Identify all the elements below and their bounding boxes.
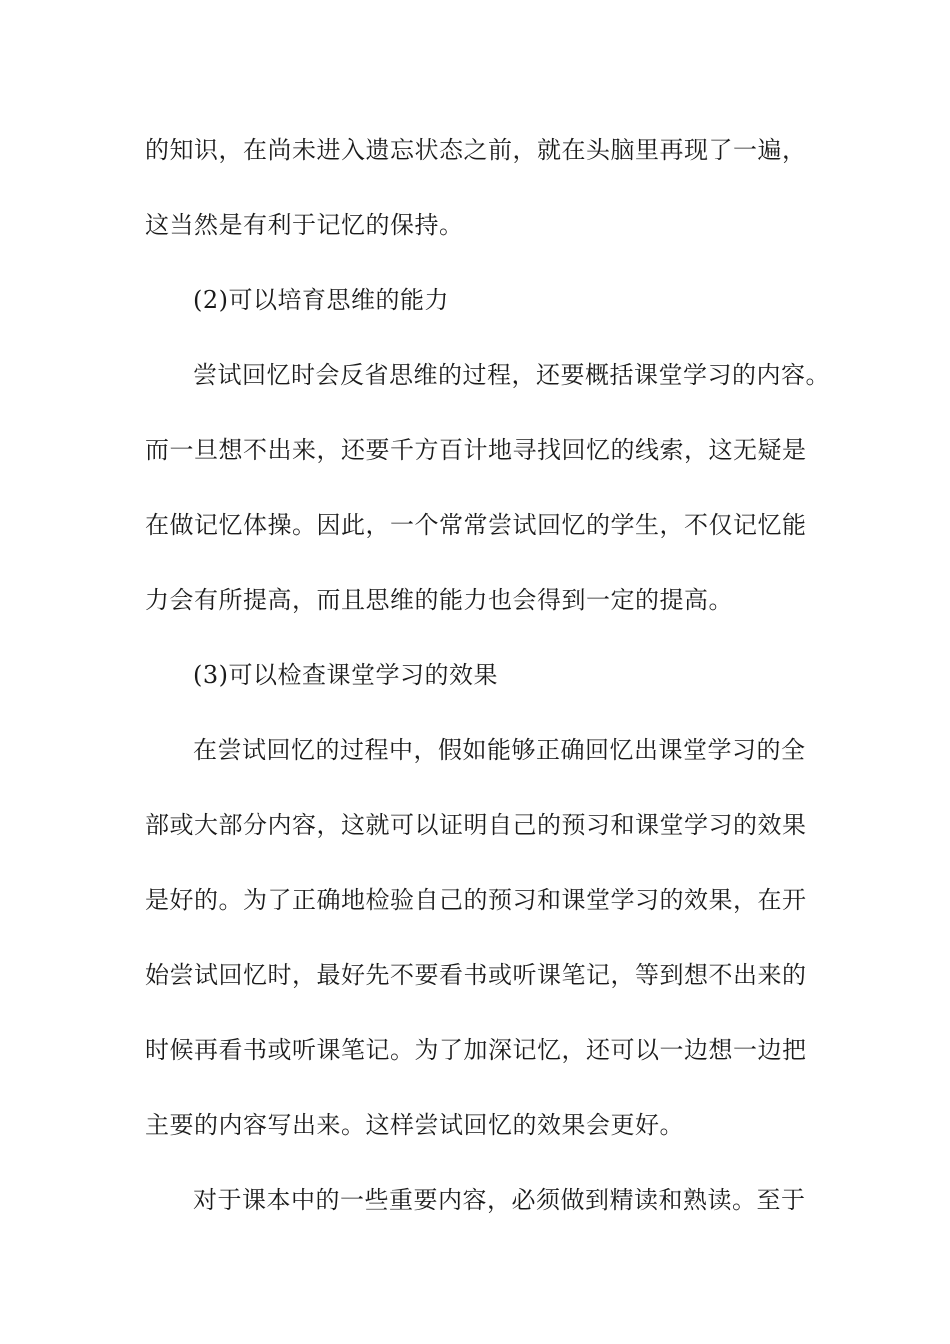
text-line-7: 力会有所提高，而且思维的能力也会得到一定的提高。 xyxy=(145,586,733,614)
text-line-10: 部或大部分内容，这就可以证明自己的预习和课堂学习的效果 xyxy=(145,811,807,839)
text-line-2: 这当然是有利于记忆的保持。 xyxy=(145,211,464,239)
text-line-9: 在尝试回忆的过程中，假如能够正确回忆出课堂学习的全 xyxy=(193,736,806,764)
text-line-4: 尝试回忆时会反省思维的过程，还要概括课堂学习的内容。 xyxy=(193,361,830,389)
text-line-5: 而一旦想不出来，还要千方百计地寻找回忆的线索，这无疑是 xyxy=(145,436,807,464)
text-line-11: 是好的。为了正确地检验自己的预习和课堂学习的效果，在开 xyxy=(145,886,807,914)
section-heading-3: (3)可以检查课堂学习的效果 xyxy=(193,661,498,689)
text-line-6: 在做记忆体操。因此，一个常常尝试回忆的学生，不仅记忆能 xyxy=(145,511,807,539)
text-line-1: 的知识，在尚未进入遗忘状态之前，就在头脑里再现了一遍， xyxy=(145,136,807,164)
text-line-12: 始尝试回忆时，最好先不要看书或听课笔记，等到想不出来的 xyxy=(145,961,807,989)
section-heading-2: (2)可以培育思维的能力 xyxy=(193,286,449,314)
text-line-14: 主要的内容写出来。这样尝试回忆的效果会更好。 xyxy=(145,1111,684,1139)
text-line-13: 时候再看书或听课笔记。为了加深记忆，还可以一边想一边把 xyxy=(145,1036,807,1064)
text-line-15: 对于课本中的一些重要内容，必须做到精读和熟读。至于 xyxy=(193,1186,806,1214)
